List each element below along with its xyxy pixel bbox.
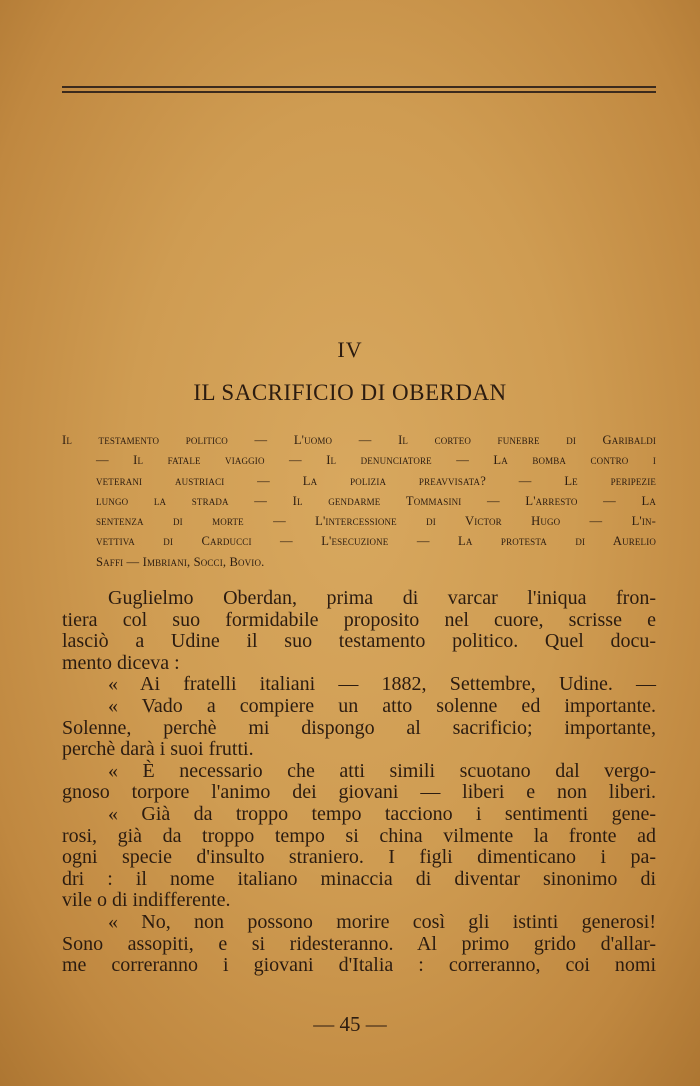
body-line: gnoso torpore l'animo dei giovani — liberi e non liberi. [62, 781, 656, 804]
body-line: lasciò a Udine il suo testamento politico. Quel docu- [62, 630, 656, 653]
body-line: Sono assopiti, e si ridesteranno. Al primo grido d'allar- [62, 932, 656, 955]
body-line: « Vado a compiere un atto solenne ed importante. [108, 694, 656, 717]
body-line: « No, non possono morire così gli istinti generosi! [108, 910, 656, 933]
body-line: mento diceva : [62, 651, 180, 674]
body-line: « Già da troppo tempo tacciono i sentimenti gene- [108, 802, 656, 825]
top-rule-thick [62, 86, 656, 88]
body-line: dri : il nome italiano minaccia di diventar sinonimo di [62, 867, 656, 890]
body-text [62, 588, 656, 977]
summary-line: — Il fatale viaggio — Il denunciatore — La bomba contro i [96, 453, 656, 468]
chapter-summary [62, 430, 656, 572]
summary-line: veterani austriaci — La polizia preavvisata? — Le peripezie [96, 473, 656, 488]
body-line: tiera col suo formidabile proposito nel cuore, scrisse e [62, 608, 656, 631]
body-line: « È necessario che atti simili scuotano dal vergo- [108, 759, 656, 782]
body-line: Guglielmo Oberdan, prima di varcar l'iniqua fron- [108, 587, 656, 609]
summary-line: Saffi — Imbriani, Socci, Bovio. [96, 554, 265, 569]
body-line: vile o di indifferente. [62, 889, 231, 912]
page-number: — 45 — [313, 1012, 387, 1036]
summary-line: Il testamento politico — L'uomo — Il corteo funebre di Garibaldi [62, 433, 656, 447]
summary-line: sentenza di morte — L'intercessione di Victor Hugo — L'in- [96, 514, 656, 529]
top-rule-thin [62, 91, 656, 93]
chapter-number: IV [337, 337, 363, 362]
body-line: ogni specie d'insulto straniero. I figli dimenticano i pa- [62, 846, 656, 869]
body-line: « Ai fratelli italiani — 1882, Settembre, Udine. — [108, 673, 656, 696]
summary-line: vettiva di Carducci — L'esecuzione — La protesta di Aurelio [96, 534, 656, 549]
body-line: rosi, già da troppo tempo si china vilmente la fronte ad [62, 824, 656, 847]
chapter-title: IL SACRIFICIO DI OBERDAN [193, 380, 507, 405]
summary-line: lungo la strada — Il gendarme Tommasini — L'arresto — La [96, 493, 656, 508]
body-line: perchè darà i suoi frutti. [62, 738, 254, 761]
body-line: Solenne, perchè mi dispongo al sacrificio; importante, [62, 716, 656, 739]
body-line: me correranno i giovani d'Italia : correranno, coi nomi [62, 954, 656, 977]
